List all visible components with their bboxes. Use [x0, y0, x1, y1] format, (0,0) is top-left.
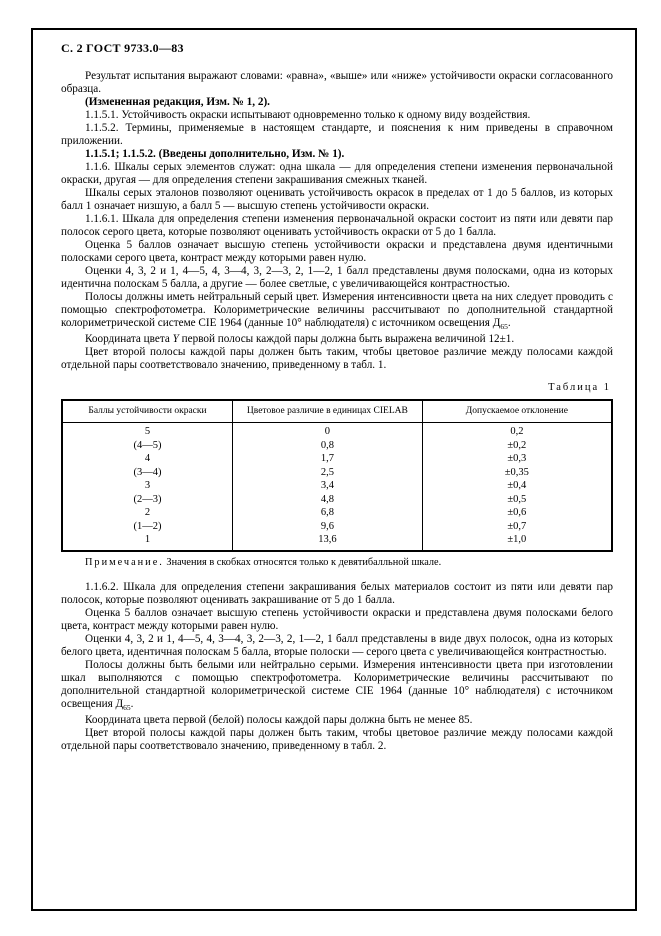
- paragraph: Цвет второй полосы каждой пары должен быть таким, чтобы цветовое различие между полосами каждой отдельной пары соответствовало значению, приведенному в табл. 2.: [61, 727, 613, 753]
- table-row: [62, 493, 612, 507]
- paragraph: [61, 291, 613, 333]
- table-row: [62, 506, 612, 520]
- table-cell: 13,6: [233, 533, 423, 551]
- table-cell: 3,4: [233, 479, 423, 493]
- paragraph: Оценка 5 баллов означает высшую степень устойчивости окраски и представлена двумя идентичными полосками серого цвета, контраст между которыми равен нулю.: [61, 239, 613, 264]
- table-cell: 6,8: [233, 506, 423, 520]
- table-cell: ±0,4: [422, 479, 612, 493]
- paragraph: [61, 333, 613, 346]
- table-cell: ±0,35: [422, 466, 612, 480]
- table-row: [62, 439, 612, 453]
- paragraph: 1.1.6.2. Шкала для определения степени закрашивания белых материалов состоит из пяти или девяти пар полосок, которые позволяют оценивать закрашивание от 5 до 1 балла.: [61, 581, 613, 607]
- content-column: [61, 70, 613, 753]
- paragraph: Оценка 5 баллов означает высшую степень устойчивости окраски и представлена двумя полосками белого цвета, контраст между которыми равен нулю.: [61, 607, 613, 633]
- table-row: [62, 466, 612, 480]
- table-cell: 0,2: [422, 423, 612, 439]
- column-header-score: Баллы устойчивости окраски: [62, 400, 233, 423]
- table-cell: 1,7: [233, 452, 423, 466]
- paragraph-text: Полосы должны иметь нейтральный серый цвет. Измерения интенсивности цвета на них следует проводить с помощью спектрофотометра. Колориметрические величины рассчитывают по дополнительной стандартной колориметрической системе CIE 1964 (данные 10° наблюдателя) с источником освещения Д: [61, 291, 613, 329]
- table-cell: 0: [233, 423, 423, 439]
- table-header-row: [62, 400, 612, 423]
- table-row: [62, 533, 612, 551]
- page-frame: [31, 28, 637, 911]
- note-text: Значения в скобках относятся только к девятибалльной шкале.: [163, 556, 442, 568]
- paragraph-text: .: [130, 698, 134, 711]
- table-row: [62, 520, 612, 534]
- table-cell: 2: [62, 506, 233, 520]
- paragraph-introduced-note: 1.1.5.1; 1.1.5.2. (Введены дополнительно, Изм. № 1).: [85, 148, 345, 160]
- table-cell: 0,8: [233, 439, 423, 453]
- table-cell: (2—3): [62, 493, 233, 507]
- table-cell: ±0,3: [422, 452, 612, 466]
- paragraph: Результат испытания выражают словами: «равна», «выше» или «ниже» устойчивости окраски согласованного образца.: [61, 70, 613, 95]
- table-cell: ±0,7: [422, 520, 612, 534]
- table-row: [62, 452, 612, 466]
- table-cell: ±1,0: [422, 533, 612, 551]
- paragraph-amended-note: (Измененная редакция, Изм. № 1, 2).: [85, 96, 270, 108]
- table-cell: 5: [62, 423, 233, 439]
- paragraph: Оценки 4, 3, 2 и 1, 4—5, 4, 3—4, 3, 2—3, 2, 1—2, 1 балл представлены в виде двух полосок, одна из которых белого цвета, идентичная полоскам 5 балла, вторые полоски — серого цвета с увеличивающейся контрастностью.: [61, 633, 613, 659]
- paragraph: Оценки 4, 3, 2 и 1, 4—5, 4, 3—4, 3, 2—3, 2, 1—2, 1 балл представлены двумя полосками, одна из которых идентична полоскам 5 балла, а другие — более светлые, с увеличивающейся контрастностью.: [61, 265, 613, 290]
- paragraph: 1.1.5.1. Устойчивость окраски испытывают одновременно только к одному виду воздействия.: [85, 109, 531, 121]
- table-cell: ±0,2: [422, 439, 612, 453]
- paragraph: [61, 659, 613, 714]
- table-cell: ±0,6: [422, 506, 612, 520]
- paragraph: 1.1.5.2. Термины, применяемые в настоящем стандарте, и пояснения к ним приведены в справочном приложении.: [61, 122, 613, 147]
- table-cell: ±0,5: [422, 493, 612, 507]
- table-cell: (3—4): [62, 466, 233, 480]
- table-cell: 1: [62, 533, 233, 551]
- table-cell: 4,8: [233, 493, 423, 507]
- variable-y: Y: [172, 333, 179, 346]
- table-cell: 2,5: [233, 466, 423, 480]
- paragraph-text: первой полосы каждой пары должна быть выражена величиной 12±1.: [178, 333, 515, 346]
- table-cell: 4: [62, 452, 233, 466]
- paragraph: Цвет второй полосы каждой пары должен быть таким, чтобы цветовое различие между полосами каждой отдельной пары соответствовало значению, приведенному в табл. 1.: [61, 346, 613, 372]
- column-header-difference: Цветовое различие в единицах CIELAB: [233, 400, 423, 423]
- table-cell: 3: [62, 479, 233, 493]
- paragraph: 1.1.6. Шкалы серых элементов служат: одна шкала — для определения степени изменения первоначальной окраски, другая — для определения степени закрашивания смежных тканей.: [61, 161, 613, 186]
- paragraph: 1.1.6.1. Шкала для определения степени изменения первоначальной окраски состоит из пяти или девяти пар полосок серого цвета, которые позволяют оценивать устойчивость окраски от 5 до 1 балла.: [61, 213, 613, 238]
- table-label: Таблица 1: [548, 382, 611, 394]
- paragraph-text: .: [507, 317, 511, 329]
- table-cell: (1—2): [62, 520, 233, 534]
- page-header: С. 2 ГОСТ 9733.0—83: [61, 41, 184, 55]
- subscript: 65: [500, 322, 508, 332]
- paragraph: Координата цвета первой (белой) полосы каждой пары должна быть не менее 85.: [85, 714, 473, 727]
- note-label: Примечание.: [85, 556, 164, 568]
- table-cell: 9,6: [233, 520, 423, 534]
- table-cell: (4—5): [62, 439, 233, 453]
- paragraph: Шкалы серых эталонов позволяют оценивать устойчивость окрасок в пределах от 1 до 5 баллов, из которых балл 1 означает низшую, а балл 5 — высшую степень устойчивости окраски.: [61, 187, 613, 212]
- paragraph-text: Полосы должны быть белыми или нейтрально серыми. Измерения интенсивности цвета при изготовлении шкал выполняются с помощью спектрофотометра. Колориметрические величины рассчитывают по дополнительной стандартной колориметрической системе CIE 1964 (данные 10° наблюдателя) с источником освещения Д: [61, 659, 613, 711]
- table-row: [62, 479, 612, 493]
- subscript: 65: [123, 703, 131, 713]
- table-row: [62, 423, 612, 439]
- table-1: [61, 399, 613, 552]
- paragraph-text: Координата цвета: [85, 333, 173, 346]
- column-header-deviation: Допускаемое отклонение: [422, 400, 612, 423]
- table-note: [61, 557, 613, 570]
